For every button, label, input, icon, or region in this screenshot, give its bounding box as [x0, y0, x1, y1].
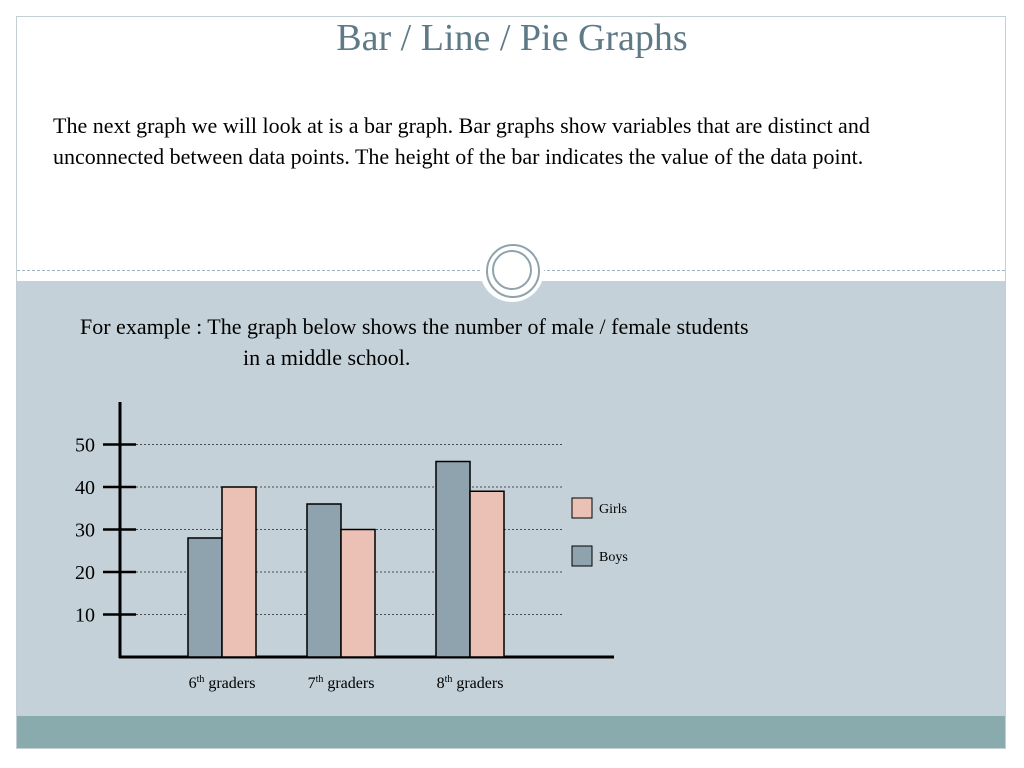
- legend-swatch-girls: [572, 498, 592, 518]
- y-tick-label: 10: [75, 604, 95, 627]
- bar-boys: [307, 504, 341, 657]
- legend-label-girls: Girls: [599, 502, 627, 517]
- bar-girls: [222, 487, 256, 657]
- y-tick-label: 30: [75, 519, 95, 542]
- example-caption-line-1: For example : The graph below shows the number of male / female students: [80, 314, 749, 339]
- bar-boys: [436, 462, 470, 658]
- bar-boys: [188, 538, 222, 657]
- legend-swatch-boys: [572, 546, 592, 566]
- legend-label-boys: Boys: [599, 550, 628, 565]
- x-category-label: 6th graders: [188, 674, 256, 692]
- y-tick-label: 50: [75, 434, 95, 457]
- slide-title: Bar / Line / Pie Graphs: [336, 17, 688, 59]
- example-caption-line-2: in a middle school.: [243, 345, 411, 370]
- slide-body-text: The next graph we will look at is a bar graph. Bar graphs show variables that are distinct and unconnected between data points. The height of the bar indicates the value of the data point.: [53, 113, 870, 169]
- x-category-label: 7th graders: [307, 674, 375, 692]
- y-tick-label: 40: [75, 477, 95, 499]
- y-tick-label: 20: [75, 562, 95, 584]
- bar-girls: [470, 491, 504, 657]
- x-category-label: 8th graders: [436, 674, 504, 692]
- bar-girls: [341, 530, 375, 658]
